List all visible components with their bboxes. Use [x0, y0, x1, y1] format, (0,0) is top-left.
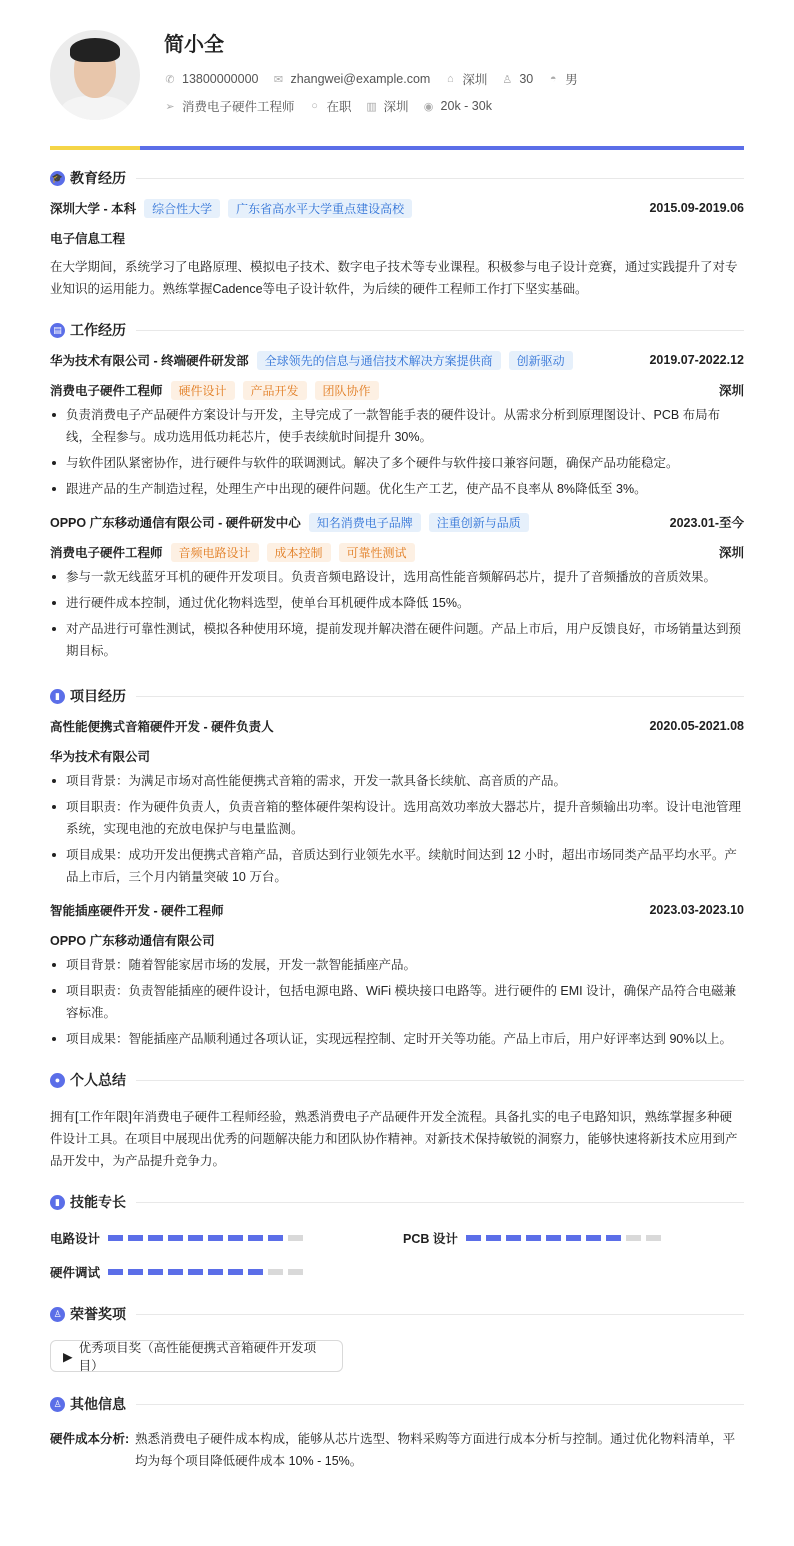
skill-dot: [228, 1269, 243, 1275]
skill-dot: [128, 1269, 143, 1275]
award-item[interactable]: [50, 1340, 343, 1372]
skill-name: 电路设计: [50, 1232, 101, 1246]
skill-dot: [188, 1235, 203, 1241]
project-name: 高性能便携式音箱硬件开发 - 硬件负责人: [50, 720, 274, 734]
skill-item: [50, 1228, 403, 1248]
role: 消费电子硬件工程师: [50, 384, 163, 398]
medal-icon: ♙: [50, 1307, 65, 1322]
skill-dot: [268, 1269, 283, 1275]
other-value: 熟悉消费电子硬件成本构成，能够从芯片选型、物料采购等方面进行成本分析与控制。通过优化物料清单，平均为每个项目降低硬件成本 10% - 15%。: [135, 1432, 736, 1468]
status: 在职: [326, 100, 352, 114]
city: 深圳: [462, 73, 488, 87]
company: 华为技术有限公司: [50, 750, 151, 764]
contact-row: [164, 70, 578, 88]
date: 2023.03-2023.10: [649, 903, 744, 917]
skill-dot: [208, 1235, 223, 1241]
tag: 知名消费电子品牌: [309, 513, 421, 532]
project-name: 智能插座硬件开发 - 硬件工程师: [50, 904, 224, 918]
summary-text: 拥有[工作年限]年消费电子硬件工程师经验，熟悉消费电子产品硬件开发全流程。具备扎实的电子电路知识，熟练掌握多种硬件设计工具。在项目中展现出优秀的问题解决能力和团队协作精神。对新技术保持敏锐的洞察力，能够快速将新技术应用到产品开发中，为产品提升竞争力。: [50, 1110, 738, 1168]
skill-tag: 产品开发: [243, 381, 307, 400]
skill-dot: [248, 1235, 263, 1241]
skill-dot: [626, 1235, 641, 1241]
skill-level: [108, 1269, 303, 1275]
list-item: 负责消费电子产品硬件方案设计与开发，主导完成了一款智能手表的硬件设计。从需求分析到原理图设计、PCB 布局布线，全程参与。成功选用低功耗芯片，使手表续航时间提升 30%。: [50, 404, 744, 448]
education-row: [50, 198, 744, 218]
triangle-icon: ▶: [63, 1349, 73, 1364]
section-title: 工作经历: [70, 322, 126, 338]
list-item: 项目成果：成功开发出便携式音箱产品，音质达到行业领先水平。续航时间达到 12 小时，超出市场同类产品平均水平。产品上市后，三个月内销量突破 10 万台。: [50, 844, 744, 888]
major: 电子信息工程: [50, 232, 126, 246]
date: 2019.07-2022.12: [649, 353, 744, 367]
age: 30: [519, 72, 534, 86]
other-key: 硬件成本分析:: [50, 1432, 130, 1446]
list-item: 跟进产品的生产制造过程，处理生产中出现的硬件问题。优化生产工艺，使产品不良率从 8%降低至 3%。: [50, 478, 744, 500]
company: OPPO 广东移动通信有限公司: [50, 934, 215, 948]
project-item: [50, 716, 744, 888]
skill-dot: [288, 1235, 303, 1241]
skill-level: [466, 1235, 661, 1241]
candidate-name: 简小全: [164, 34, 224, 56]
list-item: 进行硬件成本控制，通过优化物料选型，使单台耳机硬件成本降低 15%。: [50, 592, 744, 614]
company: OPPO 广东移动通信有限公司 - 硬件研发中心: [50, 516, 301, 530]
tag: 综合性大学: [144, 199, 220, 218]
position: 消费电子硬件工程师: [182, 100, 295, 114]
list-item: 项目成果：智能插座产品顺利通过各项认证，实现远程控制、定时开关等功能。产品上市后，用户好评率达到 90%以上。: [50, 1028, 744, 1050]
skill-dot: [546, 1235, 561, 1241]
skill-dot: [168, 1235, 183, 1241]
city: 深圳: [718, 384, 744, 398]
skill-dot: [108, 1269, 123, 1275]
send-icon: ➢: [165, 100, 175, 113]
skill-dot: [148, 1235, 163, 1241]
school: 深圳大学 - 本科: [50, 202, 137, 216]
city: 深圳: [718, 546, 744, 560]
skill-dot: [268, 1235, 283, 1241]
building-icon: ▥: [366, 100, 377, 113]
mail-icon: ✉: [273, 73, 284, 86]
salary: 20k - 30k: [440, 99, 492, 113]
section-title: 技能专长: [70, 1194, 126, 1210]
status-icon: ○: [311, 100, 318, 112]
education-desc: 在大学期间，系统学习了电路原理、模拟电子技术、数字电子技术等专业课程。积极参与电子设计竞赛，通过实践提升了对专业知识的运用能力。熟练掌握Cadence等电子设计软件，为后续的硬件工程师工作打下坚实基础。: [50, 260, 738, 296]
avatar: [50, 30, 140, 120]
company: 华为技术有限公司 - 终端硬件研发部: [50, 354, 249, 368]
job-row: [164, 97, 492, 115]
role: 消费电子硬件工程师: [50, 546, 163, 560]
skill-name: PCB 设计: [403, 1232, 458, 1246]
section-title: 荣誉奖项: [70, 1306, 126, 1322]
section-other: [50, 1394, 744, 1414]
salary-icon: ◉: [423, 100, 434, 113]
user-icon: ●: [50, 1073, 65, 1088]
skill-dot: [586, 1235, 601, 1241]
phone-icon: ✆: [165, 73, 175, 86]
work-item: [50, 512, 744, 662]
skill-dot: [566, 1235, 581, 1241]
skill-dot: [108, 1235, 123, 1241]
skill-dot: [288, 1269, 303, 1275]
list-item: 项目背景：为满足市场对高性能便携式音箱的需求，开发一款具备长续航、高音质的产品。: [50, 770, 744, 792]
skill-dot: [168, 1269, 183, 1275]
award-label: 优秀项目奖（高性能便携式音箱硬件开发项目）: [78, 1341, 317, 1373]
date: 2015.09-2019.06: [649, 201, 744, 215]
skill-level: [108, 1235, 303, 1241]
section-title: 其他信息: [70, 1396, 126, 1412]
list-item: 项目职责：作为硬件负责人，负责音箱的整体硬件架构设计。选用高效功率放大器芯片，提升音频输出功率。设计电池管理系统，实现电池的充放电保护与电量监测。: [50, 796, 744, 840]
skill-tag: 硬件设计: [171, 381, 235, 400]
list-item: 参与一款无线蓝牙耳机的硬件开发项目。负责音频电路设计，选用高性能音频解码芯片，提升了音频播放的音质效果。: [50, 566, 744, 588]
project-item: [50, 900, 744, 1050]
section-title: 项目经历: [70, 688, 126, 704]
skill-dot: [128, 1235, 143, 1241]
skill-dot: [526, 1235, 541, 1241]
skill-dot: [466, 1235, 481, 1241]
email: zhangwei@example.com: [290, 72, 431, 86]
work-item: [50, 350, 744, 500]
education-icon: 🎓: [50, 171, 65, 186]
list-item: 对产品进行可靠性测试，模拟各种使用环境，提前发现并解决潜在硬件问题。产品上市后，用户反馈良好，市场销量达到预期目标。: [50, 618, 744, 662]
section-education: [50, 168, 744, 188]
gender-icon: ◓: [549, 73, 557, 85]
home-icon: ⌂: [447, 73, 454, 85]
skill-dot: [506, 1235, 521, 1241]
chart-icon: ▮: [50, 689, 65, 704]
skill-dot: [248, 1269, 263, 1275]
skill-dot: [148, 1269, 163, 1275]
tag: 创新驱动: [509, 351, 573, 370]
section-title: 个人总结: [70, 1072, 126, 1088]
phone: 13800000000: [182, 72, 259, 86]
section-skills: [50, 1192, 744, 1212]
header-divider: [50, 146, 744, 150]
gender: 男: [565, 73, 578, 87]
skill-tag: 成本控制: [267, 543, 331, 562]
skill-item: [50, 1262, 403, 1282]
skill-tag: 可靠性测试: [339, 543, 415, 562]
section-projects: [50, 686, 744, 706]
skill-name: 硬件调试: [50, 1266, 101, 1280]
list-item: 项目背景：随着智能家居市场的发展，开发一款智能插座产品。: [50, 954, 744, 976]
other-item: [50, 1428, 744, 1472]
skill-dot: [228, 1235, 243, 1241]
section-awards: [50, 1304, 744, 1324]
skill-tag: 音频电路设计: [171, 543, 259, 562]
resume: [50, 0, 744, 1472]
skill-tag: 团队协作: [315, 381, 379, 400]
chart-icon: ▮: [50, 1195, 65, 1210]
skill-dot: [486, 1235, 501, 1241]
skill-dot: [208, 1269, 223, 1275]
skill-item: [403, 1228, 744, 1248]
list-item: 与软件团队紧密协作，进行硬件与软件的联调测试。解决了多个硬件与软件接口兼容问题，确保产品功能稳定。: [50, 452, 744, 474]
tag: 全球领先的信息与通信技术解决方案提供商: [257, 351, 501, 370]
skill-dot: [646, 1235, 661, 1241]
date: 2020.05-2021.08: [649, 719, 744, 733]
section-summary: [50, 1070, 744, 1090]
header: [50, 0, 744, 146]
target-city: 深圳: [383, 100, 409, 114]
date: 2023.01-至今: [669, 516, 744, 530]
tag: 注重创新与品质: [429, 513, 529, 532]
cake-icon: ♙: [502, 73, 513, 86]
tag: 广东省高水平大学重点建设高校: [228, 199, 412, 218]
skill-dot: [606, 1235, 621, 1241]
briefcase-icon: ▤: [50, 323, 65, 338]
skill-dot: [188, 1269, 203, 1275]
section-work: [50, 320, 744, 340]
info-icon: ♙: [50, 1397, 65, 1412]
section-title: 教育经历: [70, 170, 126, 186]
list-item: 项目职责：负责智能插座的硬件设计，包括电源电路、WiFi 模块接口电路等。进行硬件的 EMI 设计，确保产品符合电磁兼容标准。: [50, 980, 744, 1024]
